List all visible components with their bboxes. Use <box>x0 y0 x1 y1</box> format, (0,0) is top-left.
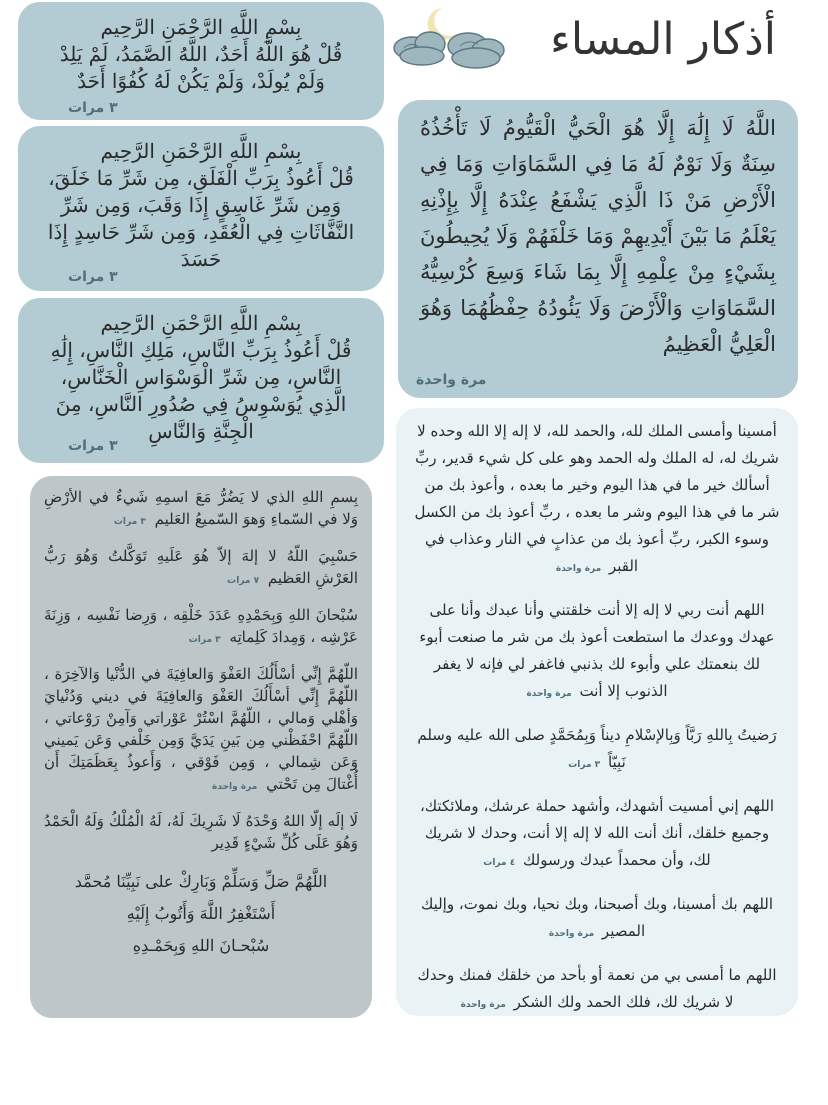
dhikr-text: بِسمِ اللهِ الذي لا يَضُرُّ مَعَ اسمِهِ شَيءٌ في الأرْضِ وَلا في السّماءِ وَهوَ السّميعُ العَليم <box>44 488 358 528</box>
dhikr-text: سُبْحانَ اللهِ وَبِحَمْدِهِ عَدَدَ خَلْقِه ، وَرِضا نَفْسِه ، وَزِنَةَ عَرْشِه ، وَمِدادَ كَلِماتِه <box>44 606 358 646</box>
closing-line: اللَّهُمَّ صَلِّ وَسَلِّمْ وَبَارِكْ على نَبِيِّنَا مُحمَّد <box>74 872 328 891</box>
repeat-count: ٧ مرات <box>227 576 260 586</box>
surah-nas-card <box>18 298 384 463</box>
surah-line: حَسَدَ <box>180 247 222 271</box>
list-item <box>412 962 782 1016</box>
list-item <box>44 545 358 592</box>
repeat-count: ٤ مرات <box>483 858 516 868</box>
list-item <box>412 597 782 708</box>
list-item <box>44 663 358 798</box>
surah-line: وَمِن شَرِّ غَاسِقٍ إِذَا وَقَبَ، وَمِن شَرِّ <box>60 193 342 217</box>
surah-line: بِسْمِ اللَّهِ الرَّحْمَنِ الرَّحِيم <box>100 139 302 163</box>
repeat-count: ٣ مرات <box>68 269 118 285</box>
ayat-kursi-text: اللَّهُ لَا إِلَٰهَ إِلَّا هُوَ الْحَيُّ الْقَيُّومُ لَا تَأْخُذُهُ سِنَةٌ وَلَا نَوْمٌ لَهُ مَا فِي السَّمَاوَاتِ وَمَا فِي الْأَرْضِ مَنْ ذَا الَّذِي يَشْفَعُ عِنْدَهُ إِلَّا بِإِذْنِهِ يَعْلَمُ مَا بَيْنَ أَيْدِيهِمْ وَمَا خَلْفَهُمْ وَلَا يُحِيطُونَ بِشَيْءٍ مِنْ عِلْمِهِ إِلَّا بِمَا شَاءَ وَسِعَ كُرْسِيُّهُ السَّمَاوَاتِ وَالْأَرْضَ وَلَا يَئُودُهُ حِفْظُهُمَا وَهُوَ الْعَلِيُّ الْعَظِيمُ <box>420 116 776 356</box>
ayat-kursi-card <box>398 100 798 398</box>
dhikr-text: حَسْبِيَ اللّهُ لا إلهَ إلاّ هُوَ عَلَيهِ تَوَكَّلتُ وَهُوَ رَبُّ العَرْشِ العَظيم <box>44 547 358 587</box>
surah-line: الَّذِي يُوَسْوِسُ فِي صُدُورِ النَّاسِ، مِنَ <box>55 392 347 416</box>
list-item <box>412 722 782 779</box>
list-item <box>412 418 782 583</box>
repeat-count: ٣ مرات <box>68 438 118 454</box>
surah-line: الْجِنَّةِ وَالنَّاسِ <box>148 419 254 443</box>
surah-line: النَّاسِ، مِن شَرِّ الْوَسْوَاسِ الْخَنَّاسِ، <box>60 365 342 389</box>
dhikr-text: رَضيتُ بِاللهِ رَبَّاً وَبِالإسْلامِ ديناً وَبِمُحَمَّدٍ صلى الله عليه وسلم نَبِيّاً <box>417 726 777 771</box>
page-title: أذكار المساء <box>550 14 776 65</box>
surah-line: قُلْ هُوَ اللَّهُ أَحَدٌ، اللَّهُ الصَّمَدُ، لَمْ يَلِدْ <box>59 42 343 66</box>
repeat-count: مرة واحدة <box>555 564 602 574</box>
moon-clouds-icon <box>390 4 520 78</box>
surah-ikhlas-card <box>18 2 384 120</box>
list-item <box>44 486 358 533</box>
surah-line: النَّفَّاثَاتِ فِي الْعُقَدِ، وَمِن شَرِّ حَاسِدٍ إِذَا <box>47 220 355 244</box>
dhikr-text: لَا إلَه إلّا اللهُ وَحْدَهُ لَا شَرِيكَ لَهُ، لَهُ الْمُلْكُ وَلَهُ الْحَمْدُ وَهُوَ عَلَى كُلِّ شَيْءٍ قَدِير <box>44 812 358 852</box>
repeat-count: مرة واحدة <box>526 689 572 699</box>
list-item <box>44 604 358 651</box>
repeat-count: مرة واحدة <box>548 929 595 939</box>
dhikr-text: اللهم إني أمسيت أشهدك، وأشهد حملة عرشك، وملائكتك، وجميع خلقك، أنك أنت الله لا إله إلا أنت، وحدك لا شريك لك، وأن محمداً عبدك ورسولك <box>419 797 775 869</box>
repeat-count: ٣ مرات <box>68 100 118 116</box>
dhikr-text: اللهم ما أمسى بي من نعمة أو بأحد من خلقك فمنك وحدك لا شريك لك، فلك الحمد ولك الشكر <box>417 966 777 1011</box>
surah-line: قُلْ أَعُوذُ بِرَبِّ النَّاسِ، مَلِكِ النَّاسِ، إِلَٰهِ <box>50 338 352 362</box>
repeat-count: ٣ مرات <box>113 517 146 527</box>
list-item <box>44 810 358 857</box>
white-dhikr-card <box>396 408 798 1016</box>
grey-dhikr-card <box>30 476 372 1018</box>
repeat-count: مرة واحدة <box>212 782 258 792</box>
dhikr-text: اللهم بك أمسينا، وبك أصبحنا، وبك نحيا، وبك نموت، وإليك المصير <box>420 895 774 940</box>
closing-line: أَسْتَغْفِرُ اللَّهَ وَأَتُوبُ إِلَيْهِ <box>126 904 276 923</box>
list-item <box>412 891 782 948</box>
list-item <box>412 793 782 877</box>
dhikr-text: أمسينا وأمسى الملك لله، والحمد لله، لا إله إلا الله وحده لا شريك له، له الملك وله الحمد وهو على كل شيء قدير، ربِّ أسألك خير ما في هذا اليوم وخير ما بعده ، وأعوذ بك من شر ما في هذا اليوم وشر ما بعده ، ربِّ أعوذ بك من الكسل وسوء الكبر، ربِّ أعوذ بك من عذابٍ في النار وعذاب في القبر <box>414 422 780 575</box>
repeat-count: ٣ مرات <box>568 760 601 770</box>
surah-line: بِسْمِ اللَّهِ الرَّحْمَنِ الرَّحِيم <box>100 311 302 335</box>
surah-line: قُلْ أَعُوذُ بِرَبِّ الْفَلَقِ، مِن شَرِّ مَا خَلَقَ، <box>48 166 354 190</box>
closing-line: سُبْحـانَ اللهِ وَبِحَمْـدِهِ <box>132 936 270 955</box>
dhikr-text: اللهم أنت ربي لا إله إلا أنت خلقتني وأنا عبدك وأنا على عهدك ووعدك ما استطعت أعوذ بك من شر ما صنعت أبوء لك بنعمتك علي وأبوء لك بذنبي فاغفر لي فإنه لا يغفر الذنوب إلا أنت <box>419 601 775 700</box>
surah-falaq-card <box>18 126 384 291</box>
repeat-count: ٣ مرات <box>188 635 221 645</box>
surah-line: بِسْمِ اللَّهِ الرَّحْمَنِ الرَّحِيم <box>100 15 302 39</box>
repeat-count: مرة واحدة <box>416 372 487 388</box>
surah-line: وَلَمْ يُولَدْ، وَلَمْ يَكُنْ لَهُ كُفُوًا أَحَدٌ <box>77 69 325 93</box>
dhikr-text: اللّهُمَّ إِنِّي أسْأَلُكَ العَفْوَ وَالعافِيَةَ في الدُّنْيا وَالآخِرَة ، اللّهُمَّ إِنِّي أسْأَلُكَ العَفْوَ وَالعافِيَةَ في ديني وَدُنْيايَ وَأهْلي وَمالي ، اللّهُمَّ اسْتُرْ عَوْراتي وَآمِنْ رَوْعاتي ، اللّهُمَّ احْفَظْني مِن بَينِ يَدَيَّ وَمِن خَلْفي وَعَن يَميني وَعَن شِمالي ، وَمِن فَوْقي ، وَأَعوذُ بِعَظَمَتِكَ أَن أُغْتالَ مِن تَحْتي <box>44 665 358 793</box>
repeat-count: مرة واحدة <box>460 1000 506 1010</box>
